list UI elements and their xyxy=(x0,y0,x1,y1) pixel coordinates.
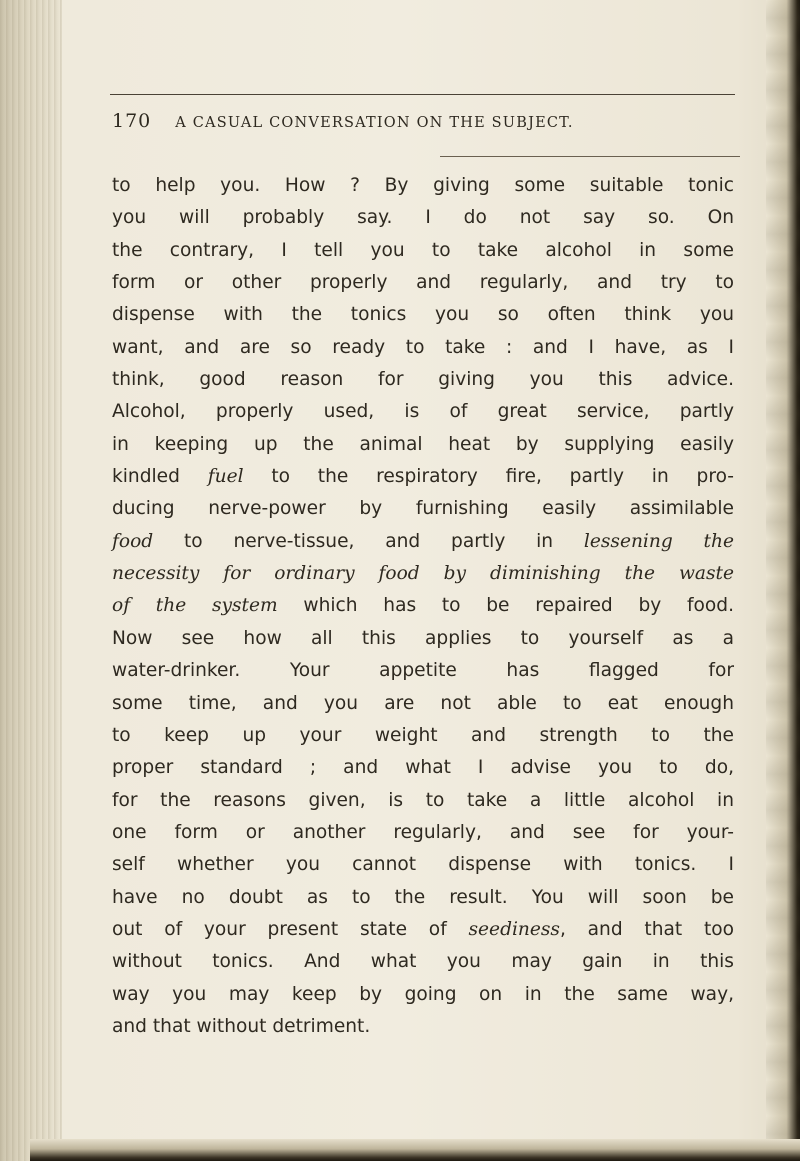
page-binding-shadow xyxy=(0,0,62,1161)
text-run: for the reasons given, is to take a little alcohol in xyxy=(112,789,734,811)
text-line xyxy=(112,267,734,299)
text-line xyxy=(112,170,734,202)
page-edge-shadow xyxy=(766,0,800,1161)
text-line xyxy=(112,461,734,493)
text-line xyxy=(112,235,734,267)
header-underline-rule xyxy=(440,156,740,157)
text-line xyxy=(112,849,734,881)
text-run: in keeping up the animal heat by supplying easily xyxy=(112,433,734,455)
text-line xyxy=(112,526,734,558)
text-run: kindled xyxy=(112,466,208,488)
text-line xyxy=(112,429,734,461)
text-run: to help you. How ? By giving some suitable tonic xyxy=(112,175,734,196)
text-run: out of your present state of xyxy=(112,918,469,940)
text-run: ducing nerve-power by furnishing easily assimilable xyxy=(112,498,734,520)
text-run: which has to be repaired by food. xyxy=(277,595,734,617)
text-line xyxy=(112,364,734,396)
text-line xyxy=(112,882,734,914)
page-bottom-edge xyxy=(30,1139,800,1161)
text-line xyxy=(112,946,734,978)
text-line xyxy=(112,299,734,331)
text-line xyxy=(112,623,734,655)
text-run: dispense with the tonics you so often think you xyxy=(112,304,734,326)
italic-text: food xyxy=(112,530,154,552)
text-run: to keep up your weight and strength to the xyxy=(112,724,734,746)
text-line xyxy=(112,752,734,784)
text-run: water-drinker. Your appetite has flagged for xyxy=(112,660,734,682)
text-run: some time, and you are not able to eat enough xyxy=(112,692,734,714)
page-number: 170 xyxy=(112,110,152,132)
text-run: self whether you cannot dispense with tonics. I xyxy=(112,854,734,876)
text-line xyxy=(112,590,734,622)
italic-text: lessening the xyxy=(583,530,734,552)
text-run: to the respiratory fire, partly in pro- xyxy=(243,466,734,488)
text-line xyxy=(112,785,734,817)
body-text xyxy=(112,170,734,1043)
text-line xyxy=(112,720,734,752)
text-run: think, good reason for giving you this advice. xyxy=(112,369,734,391)
text-line xyxy=(112,332,734,364)
text-run: to nerve-tissue, and partly in xyxy=(153,530,584,552)
text-run: want, and are so ready to take : and I have, as I xyxy=(112,336,734,358)
text-run: and that without detriment. xyxy=(112,1015,371,1037)
text-run: Alcohol, properly used, is of great service, partly xyxy=(112,401,734,423)
text-run: Now see how all this applies to yourself as a xyxy=(112,627,734,649)
running-header xyxy=(112,110,732,140)
text-run: the contrary, I tell you to take alcohol in some xyxy=(112,239,734,261)
text-run: proper standard ; and what I advise you to do, xyxy=(112,757,734,779)
text-line xyxy=(112,202,734,234)
italic-text: necessity for ordinary food by diminishing the waste xyxy=(112,563,734,585)
text-line xyxy=(112,493,734,525)
running-head-title: A CASUAL CONVERSATION ON THE SUBJECT. xyxy=(175,115,574,131)
text-line xyxy=(112,655,734,687)
text-line xyxy=(112,914,734,946)
text-run: you will probably say. I do not say so. On xyxy=(112,207,734,229)
text-line xyxy=(112,688,734,720)
italic-text: seediness xyxy=(468,918,560,940)
text-line xyxy=(112,1011,734,1043)
italic-text: fuel xyxy=(207,466,244,488)
text-line xyxy=(112,817,734,849)
header-rule xyxy=(110,94,735,95)
text-run: have no doubt as to the result. You will soon be xyxy=(112,886,734,908)
text-line xyxy=(112,979,734,1011)
text-line xyxy=(112,558,734,590)
text-run: form or other properly and regularly, and try to xyxy=(112,272,734,294)
text-line xyxy=(112,396,734,428)
text-run: without tonics. And what you may gain in this xyxy=(112,951,734,973)
text-run: way you may keep by going on in the same way, xyxy=(112,983,734,1005)
text-run: , and that too xyxy=(559,918,734,940)
text-run: one form or another regularly, and see for your- xyxy=(112,821,734,843)
italic-text: of the system xyxy=(112,595,278,617)
